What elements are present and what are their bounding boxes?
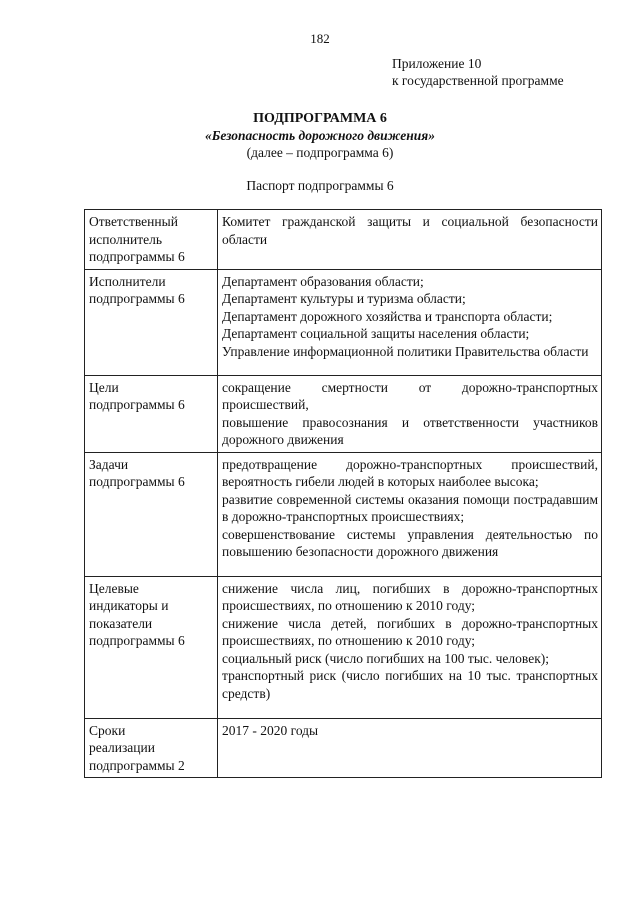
label-line: реализации	[89, 740, 155, 755]
row-label	[85, 576, 218, 718]
value-item: Департамент социальной защиты населения области;	[222, 326, 530, 341]
subprogram-title: ПОДПРОГРАММА 6	[253, 111, 387, 126]
appendix-line: к государственной программе	[392, 73, 564, 88]
value-item: Управление информационной политики Правительства области	[222, 343, 589, 359]
label-line: исполнитель	[89, 231, 162, 247]
row-value	[218, 210, 602, 270]
table-row	[85, 576, 602, 718]
value-item: повышение правосознания и ответственности участников дорожного движения	[222, 414, 598, 447]
label-line: подпрограммы 6	[89, 474, 185, 489]
page-number: 182	[310, 31, 330, 46]
value-item: совершенствование системы управления деятельностью по повышению безопасности дорожного движения	[222, 526, 598, 559]
value-item: 2017 - 2020 годы	[222, 722, 319, 738]
value-item: Комитет гражданской защиты и социальной безопасности области	[222, 214, 598, 247]
row-value	[218, 452, 602, 576]
label-line: индикаторы и	[89, 598, 169, 613]
row-label	[85, 210, 218, 270]
table-row	[85, 718, 602, 778]
label-line: Исполнители	[89, 273, 166, 289]
table-row	[85, 210, 602, 270]
appendix-note	[392, 55, 564, 89]
appendix-line: Приложение 10	[392, 56, 482, 71]
label-line: Целевые	[89, 580, 139, 596]
value-item: развитие современной системы оказания помощи пострадавшим в дорожно-транспортных происшествиях;	[222, 491, 598, 524]
row-label	[85, 718, 218, 778]
label-line: подпрограммы 2	[89, 757, 185, 773]
value-item: сокращение смертности от дорожно-транспортных происшествий,	[222, 379, 598, 412]
value-item: Департамент дорожного хозяйства и транспорта области;	[222, 308, 553, 324]
label-line: Задачи	[89, 456, 129, 472]
label-line: подпрограммы 6	[89, 633, 185, 648]
table-row	[85, 375, 602, 452]
value-item: Департамент культуры и туризма области;	[222, 291, 466, 306]
label-line: подпрограммы 6	[89, 397, 185, 412]
subprogram-subtitle: «Безопасность дорожного движения»	[205, 128, 435, 143]
row-label	[85, 375, 218, 452]
label-line: Цели	[89, 379, 119, 395]
value-item: снижение числа лиц, погибших в дорожно-транспортных происшествиях, по отношению к 2010 году;	[222, 580, 598, 613]
label-line: показатели	[89, 615, 153, 631]
row-value	[218, 375, 602, 452]
passport-table	[84, 209, 602, 778]
value-item: социальный риск (число погибших на 100 тыс. человек);	[222, 650, 549, 666]
row-value	[218, 269, 602, 375]
table-row	[85, 269, 602, 375]
label-line: подпрограммы 6	[89, 249, 185, 264]
value-item: Департамент образования области;	[222, 273, 424, 289]
value-item: предотвращение дорожно-транспортных происшествий, вероятность гибели людей в которых наиболее высока;	[222, 456, 598, 489]
value-item: транспортный риск (число погибших на 10 тыс. транспортных средств)	[222, 668, 598, 701]
label-line: подпрограммы 6	[89, 291, 185, 306]
row-label	[85, 452, 218, 576]
value-item: снижение числа детей, погибших в дорожно-транспортных происшествиях, по отношению к 2010 году;	[222, 615, 598, 648]
row-value	[218, 718, 602, 778]
label-line: Ответственный	[89, 214, 178, 229]
passport-heading: Паспорт подпрограммы 6	[246, 178, 394, 193]
row-value	[218, 576, 602, 718]
table-row	[85, 452, 602, 576]
label-line: Сроки	[89, 722, 126, 738]
row-label	[85, 269, 218, 375]
subprogram-note: (далее – подпрограмма 6)	[246, 145, 394, 160]
